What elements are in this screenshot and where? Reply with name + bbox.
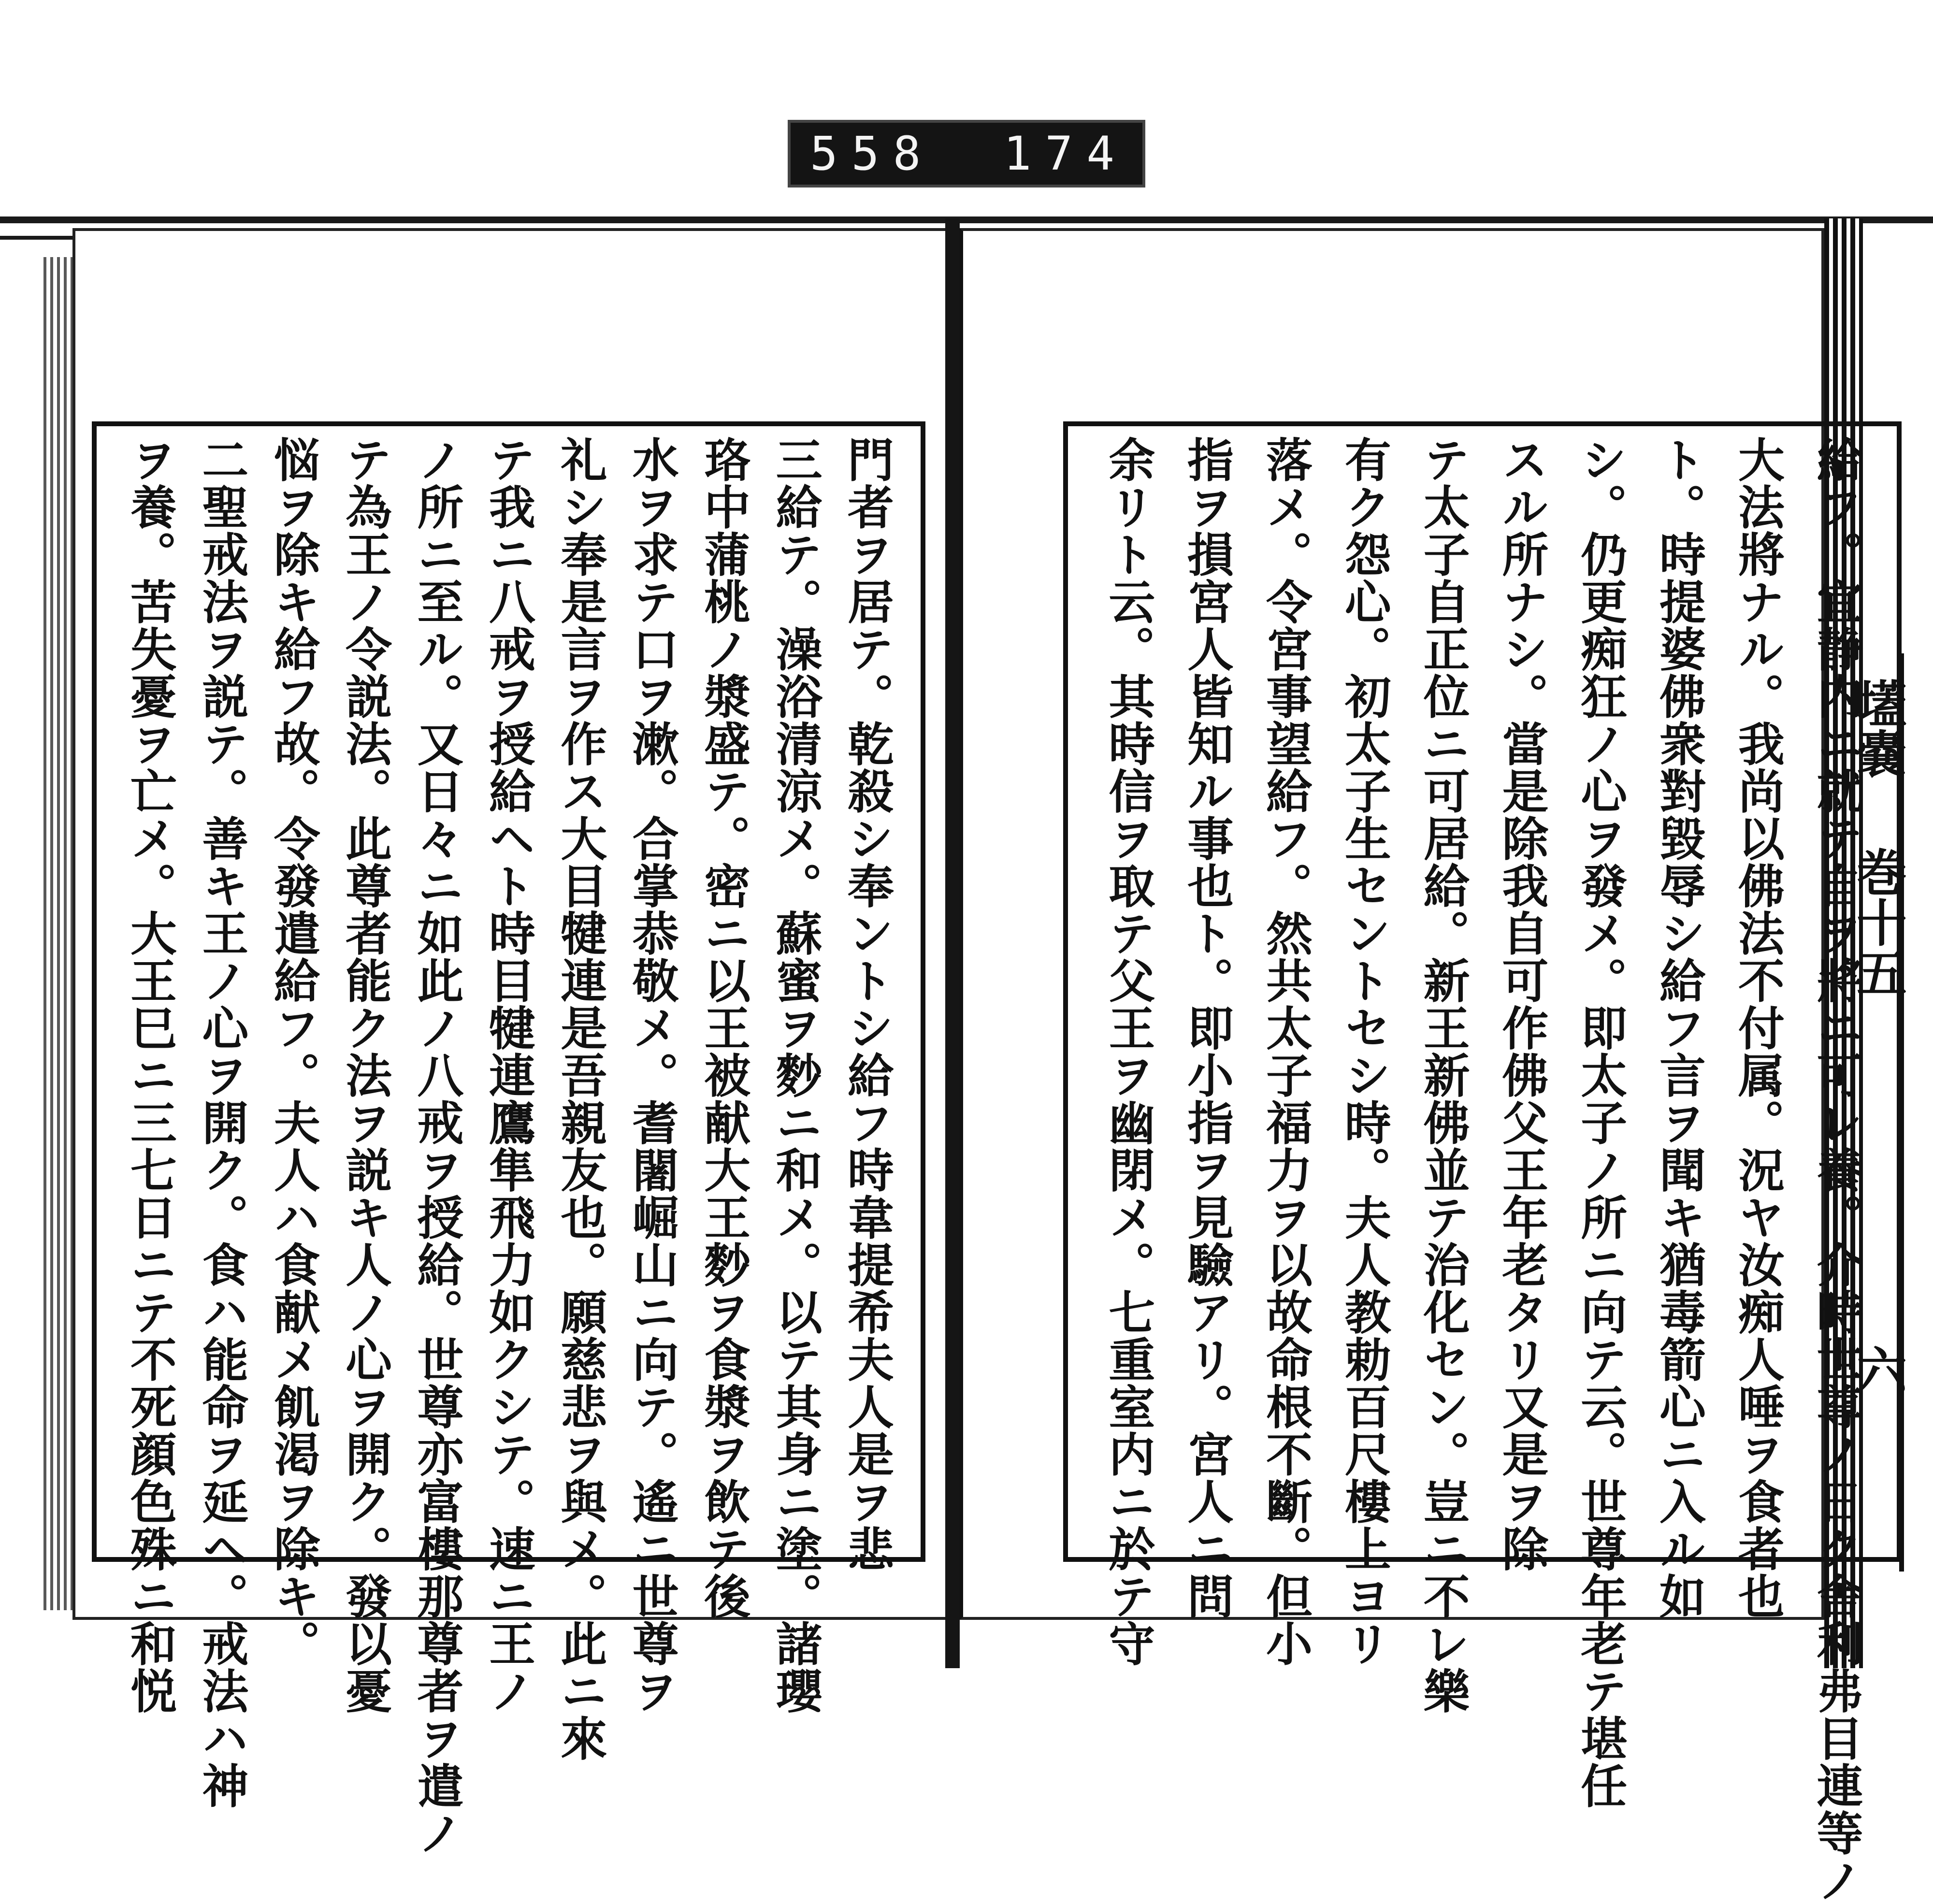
text-column: 指ヲ損宮人皆知ル事也ト。即小指ヲ見驗アリ。宮人ニ問 [1180, 436, 1235, 1620]
margin-rule [1899, 653, 1904, 1572]
text-column: 給フ。宜静内ニ就テ自ヲ將ニ可レ養。介時世尊ノ日ク舎利弗目連等ノ [1809, 436, 1864, 1904]
text-column: テ為王ノ令説法。此尊者能ク法ヲ説キ人ノ心ヲ開ク。發以憂 [338, 436, 393, 1715]
text-column: ト。時提婆佛衆對毀辱シ給フ言ヲ聞キ猶毒箭心ニ入ル如 [1652, 436, 1707, 1620]
collection-number: 558 [810, 127, 935, 181]
text-column: 余リト云。其時信ヲ取テ父王ヲ幽閉メ。七重室内ニ於テ守 [1101, 436, 1156, 1667]
book-gutter [945, 218, 960, 1668]
text-column: 門者ヲ居テ。乾殺シ奉ントシ給フ時韋提希夫人是ヲ悲 [840, 436, 895, 1572]
catalogue-label [788, 120, 1145, 188]
stand-rule-short [0, 236, 72, 240]
left-text-frame [92, 421, 925, 1857]
text-column: 落メ。令宮事望給フ。然共太子福力ヲ以故命根不斷。但小 [1258, 436, 1313, 1667]
item-number: 174 [1003, 127, 1128, 181]
volume-label: 巻十五 [1848, 847, 1907, 997]
folio-number: 六 [1848, 1344, 1907, 1395]
text-column: ヲ養。苦失憂ヲ亡メ。大王巳ニ三七日ニテ不死顔色殊ニ和悦 [123, 436, 178, 1715]
text-column: シ。仍更痴狂ノ心ヲ發メ。即太子ノ所ニ向テ云。世尊年老テ堪任 [1573, 436, 1628, 1809]
text-column: 大法將ナル。我尚以佛法不付属。況ヤ汝痴人唾ヲ食者也 [1731, 436, 1786, 1620]
text-column: 悩ヲ除キ給フ故。令發遣給フ。夫人ハ食献メ飢渇ヲ除キ。 [266, 436, 321, 1667]
text-column: 二聖戒法ヲ説テ。善キ王ノ心ヲ開ク。食ハ能命ヲ延ヘ。戒法ハ神 [194, 436, 249, 1809]
text-column: 有ク怨心。初太子生セントセシ時。夫人教勅百尺樓上ヨリ [1337, 436, 1392, 1667]
text-column: スル所ナシ。當是除我自可作佛父王年老タリ又是ヲ除 [1494, 436, 1549, 1572]
right-text-frame [1063, 421, 1902, 1904]
text-column: 三給テ。澡浴清涼メ。蘇蜜ヲ麨ニ和メ。以テ其身ニ塗。諸瓔 [768, 436, 823, 1715]
open-book [72, 218, 1907, 1904]
text-column: 珞中蒲桃ノ漿盛テ。密ニ以王被献大王麨ヲ食漿ヲ飲テ後 [696, 436, 751, 1620]
text-column: テ我ニ八戒ヲ授給ヘト時目犍連鷹隼飛力如クシテ。速ニ王ノ [481, 436, 536, 1715]
left-text-columns [97, 426, 921, 1857]
text-column: 水ヲ求テ口ヲ漱。合掌恭敬メ。耆闍崛山ニ向テ。遙ニ世尊ヲ [625, 436, 680, 1715]
text-column: ノ所ニ至ル。又日々ニ如此ノ八戒ヲ授給。世尊亦富樓那尊者ヲ遣ノ [410, 436, 465, 1857]
text-column: テ太子自正位ニ可居給。新王新佛並テ治化セン。豈ニ不レ樂 [1416, 436, 1471, 1715]
right-text-columns [1068, 426, 1897, 1904]
book-title: 壒嚢 [1848, 678, 1907, 778]
text-column: 礼シ奉是言ヲ作ス大目犍連是吾親友也。願慈悲ヲ與メ。此ニ來 [553, 436, 608, 1762]
